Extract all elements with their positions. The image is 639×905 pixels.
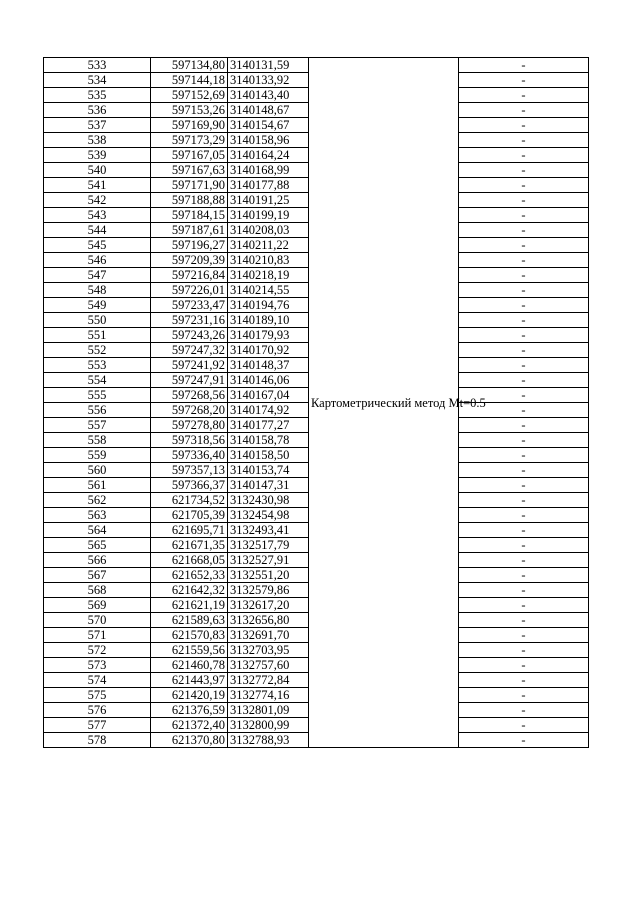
y-coordinate-cell: 3132772,84	[228, 673, 309, 688]
dash-cell: -	[459, 193, 589, 208]
y-coordinate-cell: 3140133,92	[228, 73, 309, 88]
x-coordinate-cell: 597357,13	[151, 463, 228, 478]
point-number-cell: 554	[44, 373, 151, 388]
x-coordinate-cell: 597366,37	[151, 478, 228, 493]
y-coordinate-cell: 3140154,67	[228, 118, 309, 133]
x-coordinate-cell: 621570,83	[151, 628, 228, 643]
dash-cell: -	[459, 463, 589, 478]
y-coordinate-cell: 3132801,09	[228, 703, 309, 718]
x-coordinate-cell: 597184,15	[151, 208, 228, 223]
point-number-cell: 564	[44, 523, 151, 538]
y-coordinate-cell: 3132788,93	[228, 733, 309, 748]
y-coordinate-cell: 3140177,88	[228, 178, 309, 193]
x-coordinate-cell: 597318,56	[151, 433, 228, 448]
dash-cell: -	[459, 208, 589, 223]
y-coordinate-cell: 3140210,83	[228, 253, 309, 268]
dash-cell: -	[459, 598, 589, 613]
point-number-cell: 543	[44, 208, 151, 223]
y-coordinate-cell: 3140148,67	[228, 103, 309, 118]
method-cell: Картометрический метод Mt=0.5	[309, 58, 459, 748]
point-number-cell: 560	[44, 463, 151, 478]
point-number-cell: 533	[44, 58, 151, 73]
point-number-cell: 562	[44, 493, 151, 508]
dash-cell: -	[459, 178, 589, 193]
coordinates-table-body	[44, 58, 589, 748]
y-coordinate-cell: 3132774,16	[228, 688, 309, 703]
dash-cell: -	[459, 73, 589, 88]
point-number-cell: 578	[44, 733, 151, 748]
y-coordinate-cell: 3132517,79	[228, 538, 309, 553]
dash-cell: -	[459, 118, 589, 133]
point-number-cell: 558	[44, 433, 151, 448]
point-number-cell: 569	[44, 598, 151, 613]
x-coordinate-cell: 597233,47	[151, 298, 228, 313]
dash-cell: -	[459, 733, 589, 748]
x-coordinate-cell: 621621,19	[151, 598, 228, 613]
y-coordinate-cell: 3140214,55	[228, 283, 309, 298]
x-coordinate-cell: 597209,39	[151, 253, 228, 268]
point-number-cell: 555	[44, 388, 151, 403]
point-number-cell: 540	[44, 163, 151, 178]
y-coordinate-cell: 3132579,86	[228, 583, 309, 598]
point-number-cell: 566	[44, 553, 151, 568]
point-number-cell: 565	[44, 538, 151, 553]
dash-cell: -	[459, 283, 589, 298]
point-number-cell: 535	[44, 88, 151, 103]
point-number-cell: 544	[44, 223, 151, 238]
y-coordinate-cell: 3132691,70	[228, 628, 309, 643]
x-coordinate-cell: 621460,78	[151, 658, 228, 673]
y-coordinate-cell: 3132703,95	[228, 643, 309, 658]
x-coordinate-cell: 597247,91	[151, 373, 228, 388]
point-number-cell: 561	[44, 478, 151, 493]
point-number-cell: 545	[44, 238, 151, 253]
dash-cell: -	[459, 433, 589, 448]
y-coordinate-cell: 3132430,98	[228, 493, 309, 508]
x-coordinate-cell: 597144,18	[151, 73, 228, 88]
y-coordinate-cell: 3140189,10	[228, 313, 309, 328]
table-row	[44, 58, 589, 73]
x-coordinate-cell: 597278,80	[151, 418, 228, 433]
point-number-cell: 549	[44, 298, 151, 313]
point-number-cell: 537	[44, 118, 151, 133]
point-number-cell: 542	[44, 193, 151, 208]
x-coordinate-cell: 597167,63	[151, 163, 228, 178]
x-coordinate-cell: 621668,05	[151, 553, 228, 568]
point-number-cell: 559	[44, 448, 151, 463]
x-coordinate-cell: 597134,80	[151, 58, 228, 73]
dash-cell: -	[459, 163, 589, 178]
y-coordinate-cell: 3140199,19	[228, 208, 309, 223]
x-coordinate-cell: 621420,19	[151, 688, 228, 703]
x-coordinate-cell: 621443,97	[151, 673, 228, 688]
dash-cell: -	[459, 343, 589, 358]
dash-cell: -	[459, 568, 589, 583]
dash-cell: -	[459, 688, 589, 703]
point-number-cell: 538	[44, 133, 151, 148]
y-coordinate-cell: 3140174,92	[228, 403, 309, 418]
x-coordinate-cell: 597243,26	[151, 328, 228, 343]
dash-cell: -	[459, 613, 589, 628]
dash-cell: -	[459, 448, 589, 463]
dash-cell: -	[459, 148, 589, 163]
x-coordinate-cell: 597247,32	[151, 343, 228, 358]
x-coordinate-cell: 597268,20	[151, 403, 228, 418]
point-number-cell: 571	[44, 628, 151, 643]
dash-cell: -	[459, 478, 589, 493]
y-coordinate-cell: 3140164,24	[228, 148, 309, 163]
dash-cell: -	[459, 673, 589, 688]
dash-cell: -	[459, 418, 589, 433]
y-coordinate-cell: 3132493,41	[228, 523, 309, 538]
x-coordinate-cell: 597187,61	[151, 223, 228, 238]
point-number-cell: 536	[44, 103, 151, 118]
y-coordinate-cell: 3140158,78	[228, 433, 309, 448]
x-coordinate-cell: 621695,71	[151, 523, 228, 538]
y-coordinate-cell: 3140158,96	[228, 133, 309, 148]
point-number-cell: 534	[44, 73, 151, 88]
dash-cell: -	[459, 373, 589, 388]
dash-cell: -	[459, 643, 589, 658]
point-number-cell: 563	[44, 508, 151, 523]
y-coordinate-cell: 3140208,03	[228, 223, 309, 238]
x-coordinate-cell: 597152,69	[151, 88, 228, 103]
y-coordinate-cell: 3140167,04	[228, 388, 309, 403]
x-coordinate-cell: 621589,63	[151, 613, 228, 628]
y-coordinate-cell: 3140194,76	[228, 298, 309, 313]
dash-cell: -	[459, 313, 589, 328]
y-coordinate-cell: 3140148,37	[228, 358, 309, 373]
y-coordinate-cell: 3132800,99	[228, 718, 309, 733]
dash-cell: -	[459, 523, 589, 538]
dash-cell: -	[459, 538, 589, 553]
x-coordinate-cell: 597153,26	[151, 103, 228, 118]
dash-cell: -	[459, 508, 589, 523]
dash-cell: -	[459, 358, 589, 373]
dash-cell: -	[459, 133, 589, 148]
dash-cell: -	[459, 268, 589, 283]
x-coordinate-cell: 621372,40	[151, 718, 228, 733]
y-coordinate-cell: 3140211,22	[228, 238, 309, 253]
x-coordinate-cell: 597268,56	[151, 388, 228, 403]
y-coordinate-cell: 3132527,91	[228, 553, 309, 568]
dash-cell: -	[459, 403, 589, 418]
x-coordinate-cell: 621559,56	[151, 643, 228, 658]
y-coordinate-cell: 3132656,80	[228, 613, 309, 628]
point-number-cell: 552	[44, 343, 151, 358]
x-coordinate-cell: 621376,59	[151, 703, 228, 718]
point-number-cell: 548	[44, 283, 151, 298]
y-coordinate-cell: 3140177,27	[228, 418, 309, 433]
point-number-cell: 576	[44, 703, 151, 718]
coordinates-table	[43, 57, 589, 748]
x-coordinate-cell: 597188,88	[151, 193, 228, 208]
point-number-cell: 573	[44, 658, 151, 673]
point-number-cell: 557	[44, 418, 151, 433]
point-number-cell: 567	[44, 568, 151, 583]
point-number-cell: 547	[44, 268, 151, 283]
y-coordinate-cell: 3132617,20	[228, 598, 309, 613]
point-number-cell: 546	[44, 253, 151, 268]
point-number-cell: 570	[44, 613, 151, 628]
dash-cell: -	[459, 88, 589, 103]
x-coordinate-cell: 621642,32	[151, 583, 228, 598]
x-coordinate-cell: 597196,27	[151, 238, 228, 253]
point-number-cell: 577	[44, 718, 151, 733]
dash-cell: -	[459, 388, 589, 403]
dash-cell: -	[459, 223, 589, 238]
y-coordinate-cell: 3140170,92	[228, 343, 309, 358]
x-coordinate-cell: 621734,52	[151, 493, 228, 508]
point-number-cell: 572	[44, 643, 151, 658]
x-coordinate-cell: 597173,29	[151, 133, 228, 148]
x-coordinate-cell: 597216,84	[151, 268, 228, 283]
dash-cell: -	[459, 238, 589, 253]
dash-cell: -	[459, 718, 589, 733]
x-coordinate-cell: 621652,33	[151, 568, 228, 583]
point-number-cell: 539	[44, 148, 151, 163]
dash-cell: -	[459, 58, 589, 73]
x-coordinate-cell: 597336,40	[151, 448, 228, 463]
x-coordinate-cell: 597167,05	[151, 148, 228, 163]
y-coordinate-cell: 3140158,50	[228, 448, 309, 463]
y-coordinate-cell: 3132551,20	[228, 568, 309, 583]
y-coordinate-cell: 3140131,59	[228, 58, 309, 73]
point-number-cell: 553	[44, 358, 151, 373]
dash-cell: -	[459, 328, 589, 343]
point-number-cell: 550	[44, 313, 151, 328]
y-coordinate-cell: 3140179,93	[228, 328, 309, 343]
x-coordinate-cell: 621671,35	[151, 538, 228, 553]
dash-cell: -	[459, 583, 589, 598]
dash-cell: -	[459, 103, 589, 118]
point-number-cell: 575	[44, 688, 151, 703]
y-coordinate-cell: 3140153,74	[228, 463, 309, 478]
y-coordinate-cell: 3140146,06	[228, 373, 309, 388]
y-coordinate-cell: 3140143,40	[228, 88, 309, 103]
dash-cell: -	[459, 253, 589, 268]
point-number-cell: 574	[44, 673, 151, 688]
x-coordinate-cell: 597171,90	[151, 178, 228, 193]
point-number-cell: 551	[44, 328, 151, 343]
dash-cell: -	[459, 703, 589, 718]
x-coordinate-cell: 597226,01	[151, 283, 228, 298]
dash-cell: -	[459, 493, 589, 508]
dash-cell: -	[459, 553, 589, 568]
y-coordinate-cell: 3132454,98	[228, 508, 309, 523]
x-coordinate-cell: 621370,80	[151, 733, 228, 748]
y-coordinate-cell: 3140218,19	[228, 268, 309, 283]
dash-cell: -	[459, 298, 589, 313]
y-coordinate-cell: 3140147,31	[228, 478, 309, 493]
x-coordinate-cell: 621705,39	[151, 508, 228, 523]
dash-cell: -	[459, 628, 589, 643]
point-number-cell: 556	[44, 403, 151, 418]
dash-cell: -	[459, 658, 589, 673]
point-number-cell: 568	[44, 583, 151, 598]
y-coordinate-cell: 3132757,60	[228, 658, 309, 673]
y-coordinate-cell: 3140168,99	[228, 163, 309, 178]
y-coordinate-cell: 3140191,25	[228, 193, 309, 208]
x-coordinate-cell: 597231,16	[151, 313, 228, 328]
point-number-cell: 541	[44, 178, 151, 193]
x-coordinate-cell: 597241,92	[151, 358, 228, 373]
x-coordinate-cell: 597169,90	[151, 118, 228, 133]
